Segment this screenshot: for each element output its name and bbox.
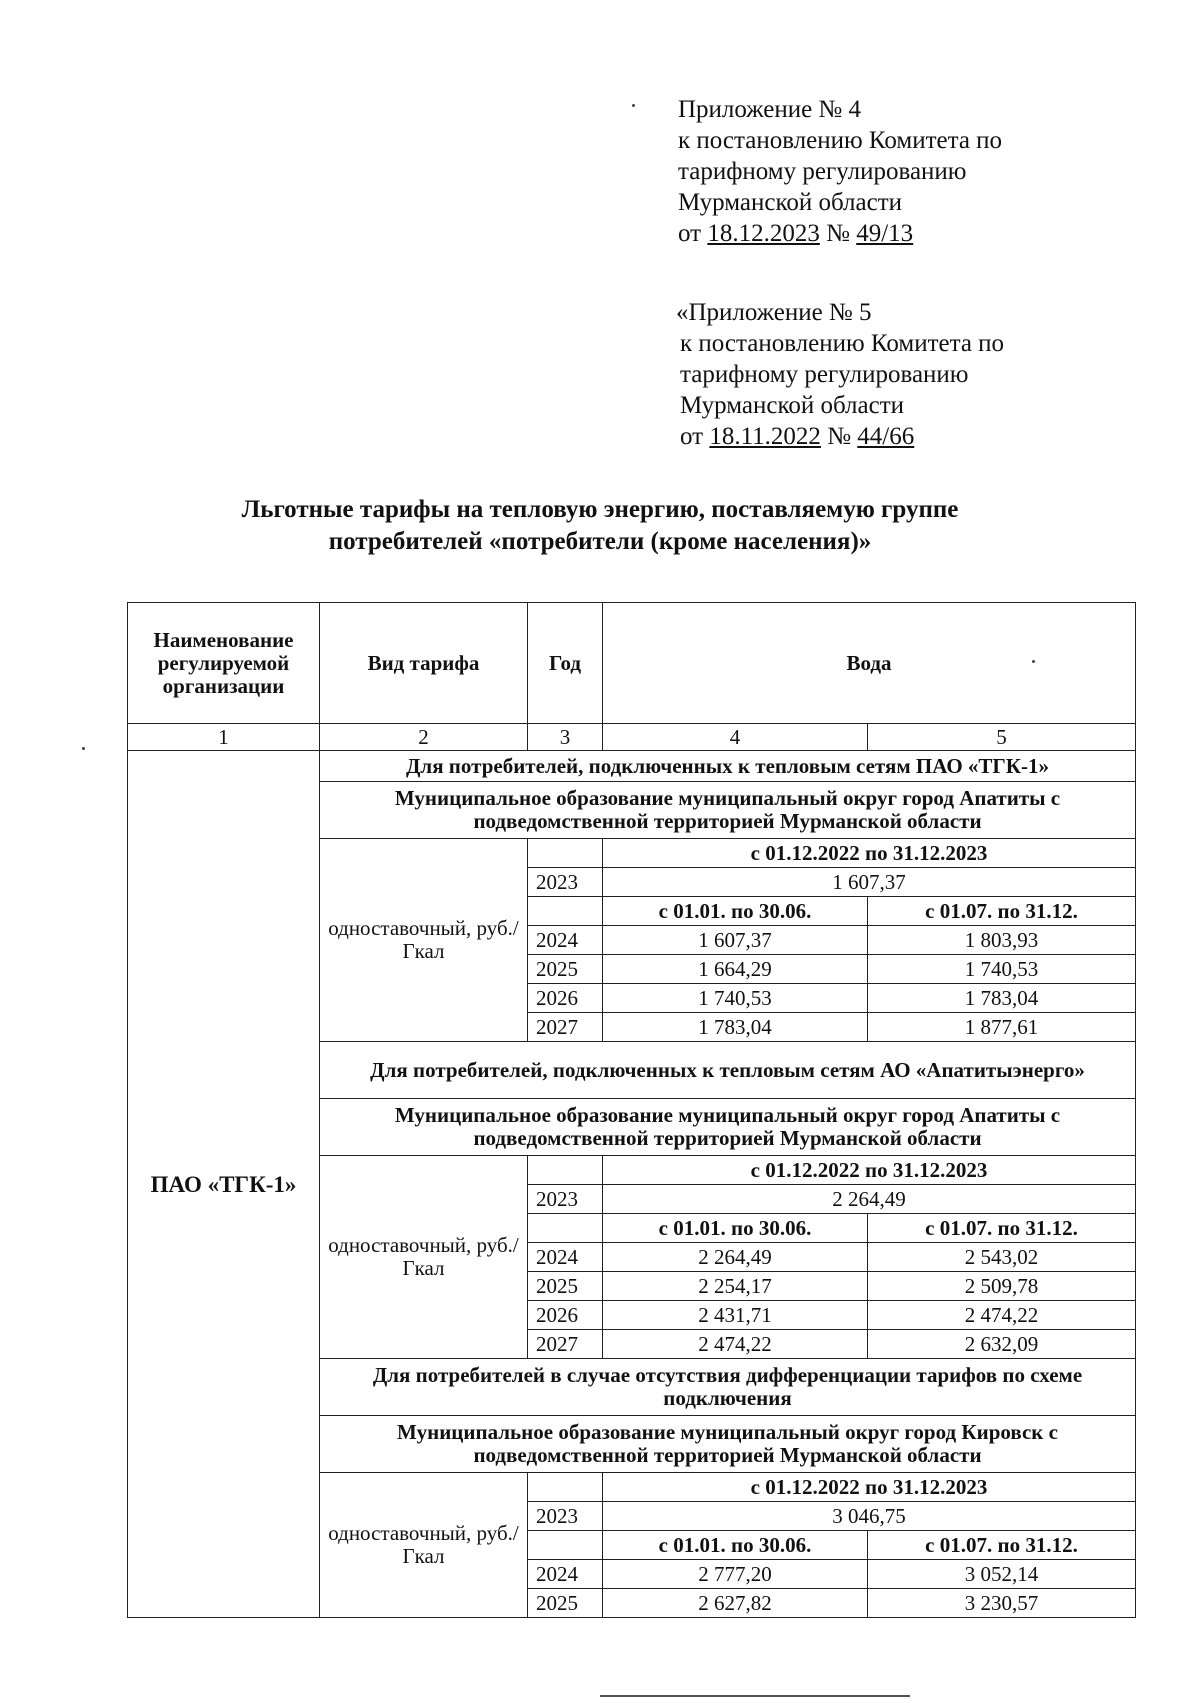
tariff-value: 1 783,04 <box>868 984 1136 1013</box>
attachment-previous <box>676 297 1004 452</box>
consumer-group: Для потребителей в случае отсутствия дифференциации тарифов по схеме подключения <box>320 1359 1136 1416</box>
half-year-1: с 01.01. по 30.06. <box>603 1214 868 1243</box>
year-cell-empty <box>528 897 603 926</box>
year: 2024 <box>528 926 603 955</box>
attachment-number: 49/13 <box>856 220 914 247</box>
title-line-2: потребителей «потребители (кроме населения)» <box>328 528 872 555</box>
header-tariff-type: Вид тарифа <box>320 603 528 724</box>
attachment-date: 18.11.2022 <box>709 423 821 450</box>
attachment-line: «Приложение № 5 <box>676 299 872 326</box>
attachment-line: Мурманской области <box>678 189 903 216</box>
tariff-value: 2 254,17 <box>603 1272 868 1301</box>
document-title <box>150 494 1050 558</box>
attachment-line: Приложение № 4 <box>678 96 862 123</box>
attachment-date-line <box>676 421 1004 452</box>
period: с 01.12.2022 по 31.12.2023 <box>603 1473 1136 1502</box>
year: 2025 <box>528 955 603 984</box>
table-header-row <box>128 603 1136 724</box>
column-number: 1 <box>128 724 320 751</box>
column-number: 2 <box>320 724 528 751</box>
tariff-value: 1 783,04 <box>603 1013 868 1042</box>
year: 2025 <box>528 1589 603 1618</box>
year-cell-empty <box>528 1214 603 1243</box>
attachment-date-line <box>678 218 1002 249</box>
municipality: Муниципальное образование муниципальный округ город Апатиты с подведомственной территорией Мурманской области <box>320 782 1136 839</box>
scan-speck <box>1032 660 1035 663</box>
year: 2027 <box>528 1013 603 1042</box>
period: с 01.12.2022 по 31.12.2023 <box>603 839 1136 868</box>
attachment-line: тарифному регулированию <box>680 361 969 388</box>
tariff-value: 2 474,22 <box>868 1301 1136 1330</box>
year-cell-empty <box>528 1531 603 1560</box>
tariff-value: 1 607,37 <box>603 926 868 955</box>
attachment-line: к постановлению Комитета по <box>680 330 1005 357</box>
tariff-value: 2 509,78 <box>868 1272 1136 1301</box>
column-number: 3 <box>528 724 603 751</box>
attachment-line: к постановлению Комитета по <box>678 127 1003 154</box>
tariff-value: 1 877,61 <box>868 1013 1136 1042</box>
title-line-1: Льготные тарифы на тепловую энергию, поставляемую группе <box>241 496 959 523</box>
tariff-value: 3 230,57 <box>868 1589 1136 1618</box>
tariff-type: одноставочный, руб./Гкал <box>320 839 528 1042</box>
tariff-value: 1 607,37 <box>603 868 1136 897</box>
year: 2027 <box>528 1330 603 1359</box>
year: 2026 <box>528 984 603 1013</box>
municipality: Муниципальное образование муниципальный округ город Апатиты с подведомственной территорией Мурманской области <box>320 1099 1136 1156</box>
half-year-1: с 01.01. по 30.06. <box>603 897 868 926</box>
scan-edge-line <box>600 1695 910 1697</box>
half-year-2: с 01.07. по 31.12. <box>868 897 1136 926</box>
attachment-line: тарифному регулированию <box>678 158 967 185</box>
period: с 01.12.2022 по 31.12.2023 <box>603 1156 1136 1185</box>
header-water: Вода <box>603 603 1136 724</box>
consumer-group: Для потребителей, подключенных к тепловым сетям АО «Апатитыэнерго» <box>320 1042 1136 1099</box>
tariff-value: 3 046,75 <box>603 1502 1136 1531</box>
year: 2023 <box>528 868 603 897</box>
year-cell-empty <box>528 839 603 868</box>
year: 2024 <box>528 1243 603 1272</box>
year: 2023 <box>528 1185 603 1214</box>
table-row <box>128 751 1136 782</box>
year-cell-empty <box>528 1473 603 1502</box>
number-prefix: № <box>827 423 852 450</box>
half-year-1: с 01.01. по 30.06. <box>603 1531 868 1560</box>
number-prefix: № <box>826 220 850 247</box>
year: 2023 <box>528 1502 603 1531</box>
attachment-line: Мурманской области <box>680 392 905 419</box>
year: 2026 <box>528 1301 603 1330</box>
column-number-row <box>128 724 1136 751</box>
year: 2025 <box>528 1272 603 1301</box>
tariff-value: 2 264,49 <box>603 1243 868 1272</box>
tariff-value: 2 474,22 <box>603 1330 868 1359</box>
attachment-number: 44/66 <box>857 423 915 450</box>
tariff-value: 1 740,53 <box>868 955 1136 984</box>
tariff-type: одноставочный, руб./Гкал <box>320 1156 528 1359</box>
municipality: Муниципальное образование муниципальный округ город Кировск с подведомственной территорией Мурманской области <box>320 1416 1136 1473</box>
tariff-value: 2 431,71 <box>603 1301 868 1330</box>
tariff-value: 1 803,93 <box>868 926 1136 955</box>
attachment-date: 18.12.2023 <box>707 220 820 247</box>
tariff-value: 2 777,20 <box>603 1560 868 1589</box>
header-year: Год <box>528 603 603 724</box>
tariff-value: 2 627,82 <box>603 1589 868 1618</box>
half-year-2: с 01.07. по 31.12. <box>868 1214 1136 1243</box>
tariff-table <box>127 602 1136 1618</box>
tariff-value: 2 264,49 <box>603 1185 1136 1214</box>
scan-speck <box>82 747 85 750</box>
header-org: Наименование регулируемой организации <box>128 603 320 724</box>
organization-name: ПАО «ТГК-1» <box>128 751 320 1618</box>
tariff-value: 1 664,29 <box>603 955 868 984</box>
column-number: 5 <box>868 724 1136 751</box>
tariff-value: 3 052,14 <box>868 1560 1136 1589</box>
attachment-current <box>678 94 1002 249</box>
consumer-group: Для потребителей, подключенных к тепловым сетям ПАО «ТГК-1» <box>320 751 1136 782</box>
tariff-type: одноставочный, руб./Гкал <box>320 1473 528 1618</box>
scan-speck <box>632 104 635 107</box>
year-cell-empty <box>528 1156 603 1185</box>
tariff-value: 2 543,02 <box>868 1243 1136 1272</box>
tariff-value: 1 740,53 <box>603 984 868 1013</box>
tariff-value: 2 632,09 <box>868 1330 1136 1359</box>
column-number: 4 <box>603 724 868 751</box>
date-prefix: от <box>678 220 702 247</box>
year: 2024 <box>528 1560 603 1589</box>
date-prefix: от <box>680 423 704 450</box>
half-year-2: с 01.07. по 31.12. <box>868 1531 1136 1560</box>
